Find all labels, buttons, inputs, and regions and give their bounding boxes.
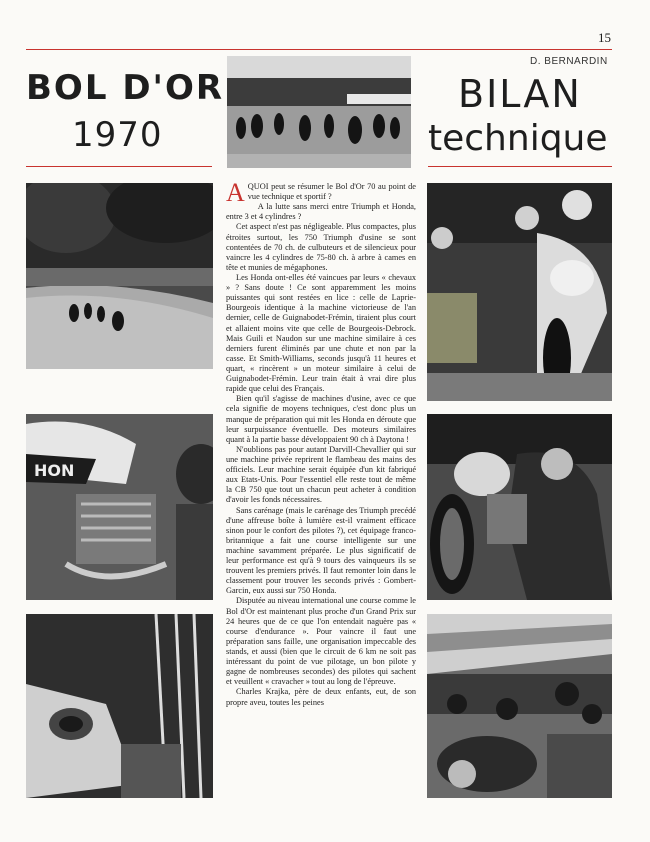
top-rule (26, 49, 612, 50)
cylinder-head-photo (26, 614, 213, 798)
article-paragraph: Charles Krajka, père de deux enfants, eut, de son propre aveu, toutes les peines (226, 687, 416, 707)
article-paragraph: N'oublions pas pour autant Darvill-Chevallier qui sur une machine privée reprirent le flambeau des mains des officiels. Leur machine serait équipée d'un kit fabriqué aux Etats-Unis. Pour l'essentiel elle reste tout de même la CB 750 que tout un chacun peut acheter à condition d'avoir les fonds nécessaires. (226, 444, 416, 505)
title-left-line1: BOL D'OR (26, 68, 225, 108)
page-number: 15 (598, 30, 611, 45)
title-left-line2: 1970 (72, 115, 163, 155)
honda-engine-photo (26, 414, 213, 600)
pit-stand-photo (427, 614, 612, 798)
rider-cornering-photo (427, 183, 612, 401)
article-paragraph (226, 182, 416, 207)
title-right-line1: BILAN (458, 72, 582, 116)
article-paragraph: Cet aspect n'est pas négligeable. Plus compactes, plus étroites surtout, les 750 Triumph d'usine se sont contentées de 70 ch. de culbuteurs et de silencieux pour vaincre les 4 cylindres de 75-80 ch. à arbre à cames en tête et munies de mégaphones. (226, 222, 416, 272)
article-paragraph: Les Honda ont-elles été vaincues par leurs « chevaux » ? Sans doute ! Ce sont apparemment les moins puissantes qui sont restées en lice : celle de Laprie-Bourgeois identique à la machine victorieuse de l'an dernier, celle de Guignabodet-Frémin, tiraient plus court et allaient moins vite que celle de Bourgeois-Debrock. Mais Guili et Naudon sur une machine similaire à ces derniers furent éliminés par une chute et non par la casse. Et Smith-Williams, seconds jusqu'à 11 heures et quart, « rincèrent » un moteur similaire à celui de Guignabodet-Frémin. Leur train était à vrai dire plus rapide que celui des Français. (226, 272, 416, 394)
title-rule-left (26, 166, 212, 167)
drop-cap: A (226, 182, 245, 207)
article-body (226, 182, 416, 802)
svg-text:HON: HON (34, 461, 75, 480)
title-rule-right (428, 166, 612, 167)
author-byline: D. BERNARDIN (530, 56, 608, 67)
race-start-photo (227, 56, 411, 168)
track-riders-photo (26, 183, 213, 369)
mechanics-working-photo (427, 414, 612, 600)
article-paragraph: A la lutte sans merci entre Triumph et Honda, entre 3 et 4 cylindres ? (226, 202, 416, 222)
article-paragraph: Disputée au niveau international une course comme le Bol d'Or est maintenant plus proche d'un Grand Prix sur 24 heures que de ce que l'on entendait naguère pas « course d'endurance ». Pour vaincre il faut une préparation sans faille, une organisation impeccable des stands, et aussi (bien que le circuit de 6 km ne soit pas intéressant du point de vue pilotage, un bon pilote y gagne de nombreuses secondes) des pilotes qui sachent et veuillent « cravacher » tout au long de l'épreuve. (226, 596, 416, 687)
article-paragraph: Bien qu'il s'agisse de machines d'usine, avec ce que cela signifie de moyens techniques, c'est donc plus un manque de préparation qui mit les Honda en déroute que leur surpuissance éventuelle. Des moteurs similaires quant à la partie basse développaient 90 ch à Daytona ! (226, 394, 416, 444)
article-paragraph: Sans carénage (mais le carénage des Triumph precédé d'une affreuse boîte à lumière est-il vraiment efficace sinon pour le confort des pilotes ?), cet équipage franco-britannique a fait une course intelligente sur une machine savamment préparée. Le plus significatif de leur performance est qu'à 9 tours des vainqueurs ils se trouvent les premiers privés. Il faut remonter loin dans le classement pour trouver les seconds privés : Gombert-Garcin, eux aussi sur 750 Honda. (226, 505, 416, 596)
article-paragraph-text: QUOI peut se résumer le Bol d'Or 70 au point de vue technique et sportif ? (247, 182, 416, 202)
title-right-line2: technique (428, 118, 608, 159)
